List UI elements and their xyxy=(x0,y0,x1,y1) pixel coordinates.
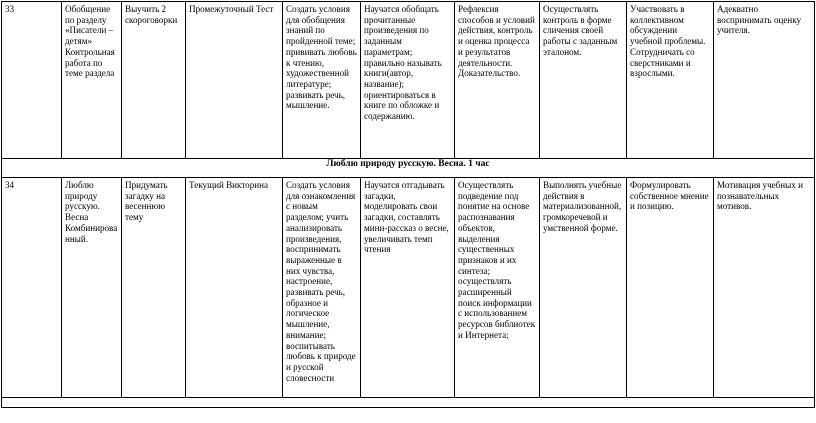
section-row xyxy=(2,159,815,178)
lesson-regulative: Рефлексия способов и условий действия, контроль и оценка процесса и результатов деятельности. Доказательство. xyxy=(455,2,540,159)
lesson-number: 34 xyxy=(2,178,62,398)
lesson-topic: Обобщение по разделу «Писатели – детям» Контрольная работа по теме раздела xyxy=(62,2,122,159)
lesson-goal: Создать условия для ознакомления с новым разделом; учить анализировать произведения, воспринимать выраженные в них чувства, настроение, развивать речь, образное и логическое мышление, внимание; воспитывать любовь к природе и русской словесности xyxy=(283,178,361,398)
lesson-cognitive: Выполнять учебные действия в материализованной, громкоречевой и умственной форме. xyxy=(540,178,627,398)
lesson-personal: Адекватно воспринимать оценку учителя. xyxy=(714,2,815,159)
lesson-plan-table xyxy=(1,1,815,408)
table-row-empty xyxy=(2,398,815,408)
lesson-subject-results: Научатся обобщать прочитанные произведения по заданным параметрам; правильно называть книги(автор, название); ориентироваться в книге по обложке и содержанию. xyxy=(361,2,455,159)
lesson-control: Промежуточный Тест xyxy=(186,2,283,159)
lesson-homework: Придумать загадку на весеннюю тему xyxy=(122,178,186,398)
lesson-communicative: Участвовать в коллективном обсуждении учебной проблемы. Сотрудничать со сверстниками и взрослыми. xyxy=(627,2,714,159)
lesson-control: Текущий Викторина xyxy=(186,178,283,398)
lesson-personal: Мотивация учебных и познавательных мотивов. xyxy=(714,178,815,398)
lesson-topic: Люблю природу русскую. Весна Комбинированный. xyxy=(62,178,122,398)
lesson-communicative: Формулировать собственное мнение и позицию. xyxy=(627,178,714,398)
empty-cell xyxy=(2,398,815,408)
table-row xyxy=(2,178,815,398)
lesson-homework: Выучить 2 скороговорки xyxy=(122,2,186,159)
lesson-number: 33 xyxy=(2,2,62,159)
section-title: Люблю природу русскую. Весна. 1 час xyxy=(2,159,815,178)
lesson-subject-results: Научатся отгадывать загадки, моделировать свои загадки, составлять мини-рассказ о весне, увеличивать темп чтения xyxy=(361,178,455,398)
lesson-goal: Создать условия для обобщения знаний по пройденной теме; прививать любовь к чтению, художественной литературе; развивать речь, мышление. xyxy=(283,2,361,159)
table-row xyxy=(2,2,815,159)
lesson-regulative: Осуществлять подведение под понятие на основе распознавания объектов, выделения существенных признаков и их синтеза; осуществлять расширенный поиск информации с использованием ресурсов библиотек и Интернета; xyxy=(455,178,540,398)
lesson-cognitive: Осуществлять контроль в форме сличения своей работы с заданным эталоном. xyxy=(540,2,627,159)
